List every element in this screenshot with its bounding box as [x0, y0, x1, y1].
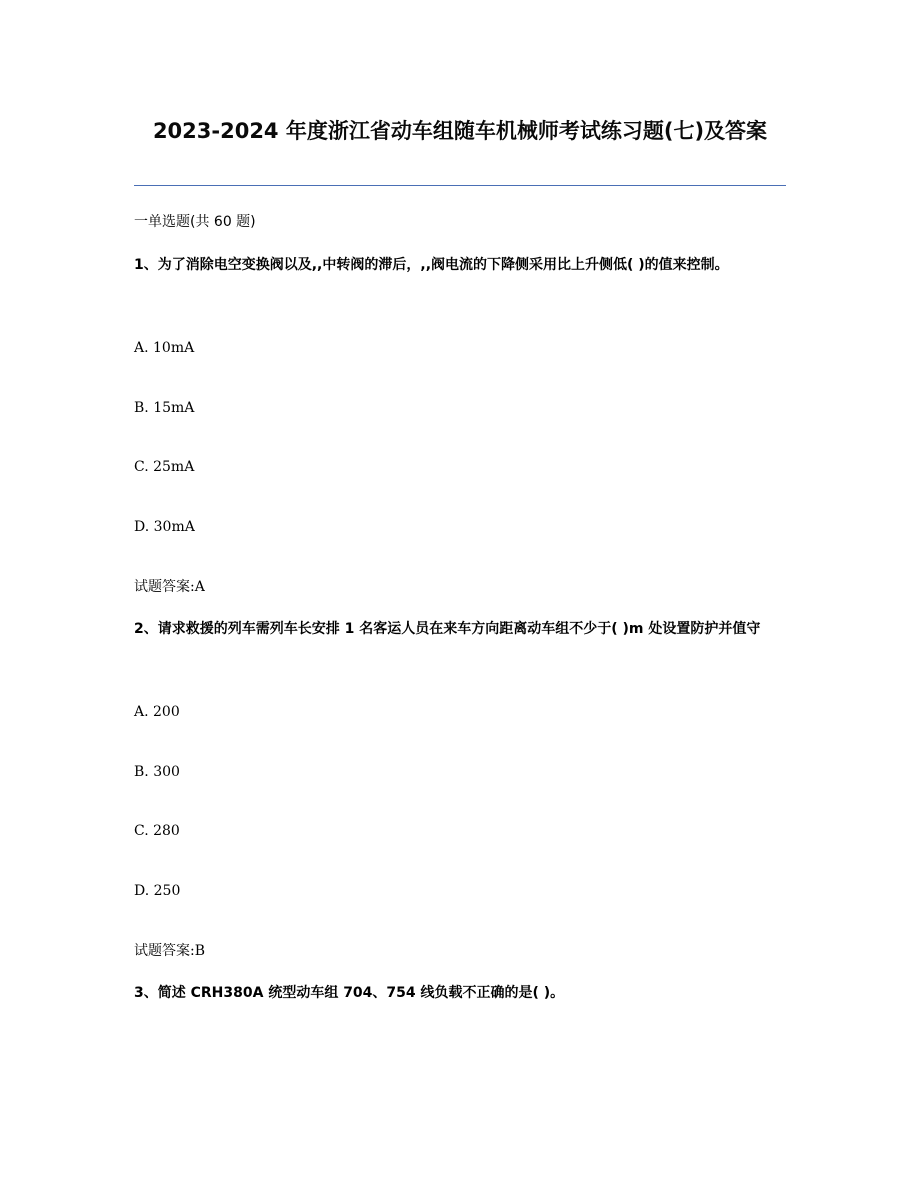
section-heading: 一单选题(共 60 题): [134, 214, 256, 230]
question-3-text: 3、简述 CRH380A 统型动车组 704、754 线负载不正确的是( )。: [134, 985, 565, 1001]
question-2-option-d: D. 250: [134, 883, 181, 899]
question-1-option-d: D. 30mA: [134, 519, 195, 535]
question-2-option-c: C. 280: [134, 823, 180, 839]
question-2-text: 2、请求救援的列车需列车长安排 1 名客运人员在来车方向距离动车组不少于( )m 处设置防护并值守: [134, 621, 761, 637]
question-1-answer: 试题答案:A: [134, 579, 205, 595]
question-1-option-c: C. 25mA: [134, 459, 195, 475]
question-1-option-b: B. 15mA: [134, 400, 195, 416]
question-2-answer: 试题答案:B: [134, 943, 206, 959]
question-2-option-a: A. 200: [134, 704, 180, 720]
question-2-option-b: B. 300: [134, 764, 180, 780]
document-title: 2023-2024 年度浙江省动车组随车机械师考试练习题(七)及答案: [152, 119, 768, 143]
question-1-text: 1、为了消除电空变换阀以及,,中转阀的滞后，,,阀电流的下降侧采用比上升侧低( )的值来控制。: [134, 257, 729, 273]
title-divider: [134, 185, 786, 186]
question-1-option-a: A. 10mA: [134, 340, 195, 356]
